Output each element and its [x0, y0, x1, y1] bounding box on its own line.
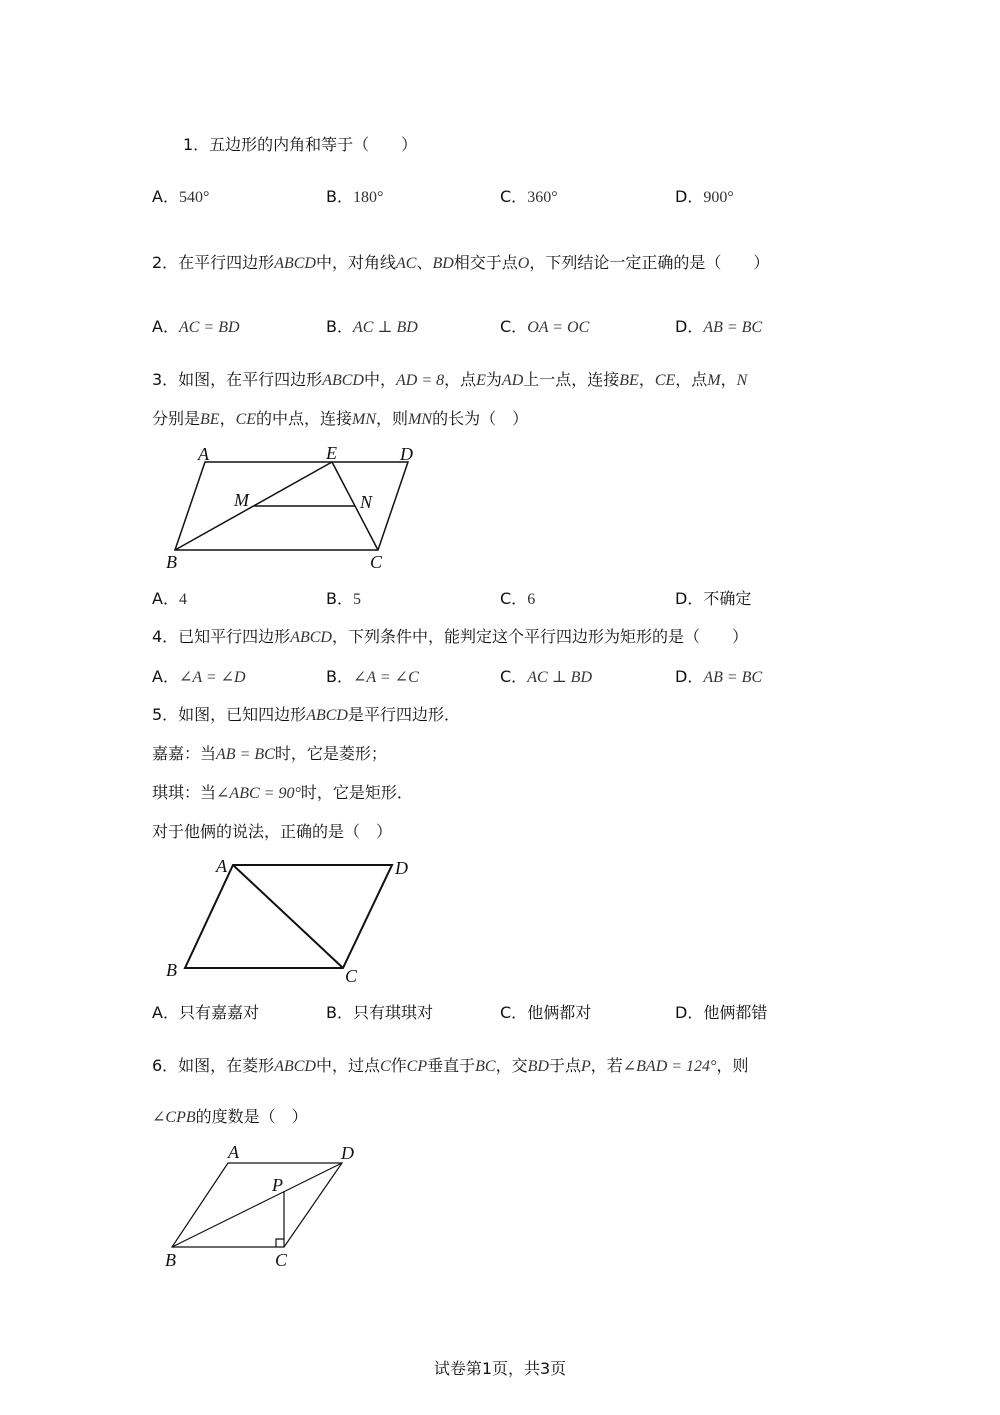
q2-stem: 2．在平行四边形ABCD中，对角线AC、BD相交于点O，下列结论一定正确的是（ ）: [152, 253, 770, 272]
q6-label-c: C: [275, 1250, 288, 1270]
q3-label-d: D: [400, 444, 413, 464]
q2-option-c[interactable]: C．OA = OC: [500, 317, 590, 336]
q3-option-a[interactable]: A．4: [152, 589, 187, 608]
q3-label-n: N: [360, 492, 373, 512]
q2-option-a[interactable]: A．AC = BD: [152, 317, 240, 336]
q5-option-b[interactable]: B．只有琪琪对: [326, 1003, 433, 1022]
q5-qiqi-statement: 琪琪：当∠ABC = 90°时，它是矩形．: [152, 783, 413, 802]
q4-option-d[interactable]: D．AB = BC: [675, 667, 763, 686]
q6-label-p: P: [272, 1175, 283, 1195]
q5-option-d[interactable]: D．他俩都错: [675, 1003, 768, 1022]
q5-stem: 5．如图，已知四边形ABCD是平行四边形．: [152, 705, 460, 724]
q6-label-b: B: [165, 1250, 176, 1270]
q4-stem: 4．已知平行四边形ABCD，下列条件中，能判定这个平行四边形为矩形的是（ ）: [152, 627, 748, 646]
q3-label-e: E: [326, 443, 337, 463]
q5-label-a: A: [216, 856, 227, 876]
q6-label-a: A: [228, 1142, 239, 1162]
q6-label-d: D: [341, 1143, 354, 1163]
q4-option-a[interactable]: A．∠A = ∠D: [152, 667, 246, 686]
q5-label-c: C: [345, 966, 358, 986]
q3-option-c[interactable]: C．6: [500, 589, 536, 608]
q3-stem-line2: 分别是BE，CE的中点，连接MN，则MN的长为（ ）: [152, 409, 529, 428]
q3-label-b: B: [166, 552, 177, 572]
q3-label-c: C: [370, 552, 383, 572]
q4-option-c[interactable]: C．AC ⊥ BD: [500, 667, 593, 686]
q5-option-c[interactable]: C．他俩都对: [500, 1003, 592, 1022]
q5-option-a[interactable]: A．只有嘉嘉对: [152, 1003, 259, 1022]
page-footer: 试卷第1页，共3页: [433, 1359, 567, 1378]
q2-option-b[interactable]: B．AC ⊥ BD: [326, 317, 418, 336]
q6-rhombus: [172, 1163, 342, 1247]
q4-option-b[interactable]: B．∠A = ∠C: [326, 667, 419, 686]
q6-stem-line1: 6．如图，在菱形ABCD中，过点C作CP垂直于BC，交BD于点P，若∠BAD = 124°，则: [152, 1056, 749, 1075]
q3-option-b[interactable]: B．5: [326, 589, 361, 608]
q5-label-d: D: [395, 858, 408, 878]
q1-option-a[interactable]: A．540°: [152, 187, 210, 206]
q6-stem-line2: ∠CPB的度数是（ ）: [152, 1107, 308, 1126]
q1-option-b[interactable]: B．180°: [326, 187, 384, 206]
q1-stem: 1．五边形的内角和等于（ ）: [183, 135, 418, 154]
q5-jiajia-statement: 嘉嘉：当AB = BC时，它是菱形；: [152, 744, 387, 763]
q3-label-a: A: [198, 444, 209, 464]
q2-option-d[interactable]: D．AB = BC: [675, 317, 763, 336]
q3-option-d[interactable]: D．不确定: [675, 589, 752, 608]
q1-option-c[interactable]: C．360°: [500, 187, 558, 206]
q5-label-b: B: [166, 960, 177, 980]
q5-question: 对于他俩的说法，正确的是（ ）: [152, 822, 393, 841]
q3-label-m: M: [234, 490, 249, 510]
q3-stem-line1: 3．如图，在平行四边形ABCD中，AD = 8，点E为AD上一点，连接BE，CE，点M，N: [152, 370, 748, 389]
q1-option-d[interactable]: D．900°: [675, 187, 734, 206]
